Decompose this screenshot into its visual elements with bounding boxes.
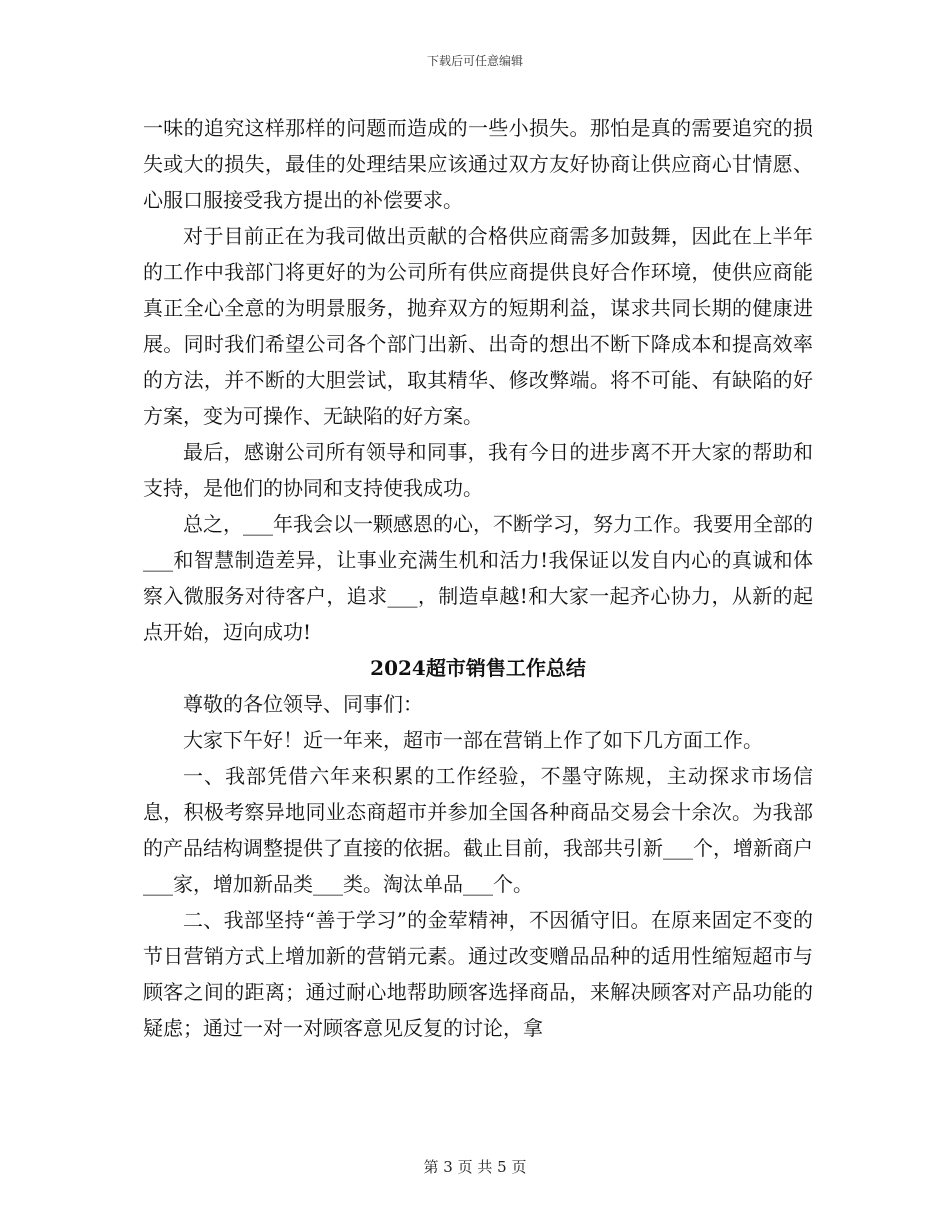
paragraph: 大家下午好！近一年来，超市一部在营销上作了如下几方面工作。 — [183, 728, 763, 752]
paragraph: 总之，___年我会以一颗感恩的心，不断学习，努力工作。我要用全部的___和智慧制造差异，让事业充满生机和活力!我保证以发自内心的真诚和体察入微服务对待客户，追求___，制造卓越!和大家一起齐心协力，从新的起点开始，迈向成功! — [143, 512, 813, 644]
paragraph: 一味的追究这样那样的问题而造成的一些小损失。那怕是真的需要追究的损失或大的损失，最佳的处理结果应该通过双方友好协商让供应商心甘情愿、心服口服接受我方提出的补偿要求。 — [143, 116, 813, 212]
page-header: 下载后可任意编辑 — [426, 54, 523, 68]
paragraph: 最后，感谢公司所有领导和同事，我有今日的进步离不开大家的帮助和支持，是他们的协同和支持使我成功。 — [143, 440, 813, 500]
document-body — [143, 110, 813, 1046]
salutation: 尊敬的各位领导、同事们： — [183, 692, 423, 716]
paragraph: 二、我部坚持“善于学习”的金荤精神，不因循守旧。在原来固定不变的节日营销方式上增加新的营销元素。通过改变赠品品种的适用性缩短超市与顾客之间的距离；通过耐心地帮助顾客选择商品，来解决顾客对产品功能的疑虑；通过一对一对顾客意见反复的讨论，拿 — [143, 908, 813, 1040]
section-title: 2024超市销售工作总结 — [370, 656, 586, 680]
paragraph: 对于目前正在为我司做出贡献的合格供应商需多加鼓舞，因此在上半年的工作中我部门将更好的为公司所有供应商提供良好合作环境，使供应商能真正全心全意的为明景服务，抛弃双方的短期利益，谋求共同长期的健康进展。同时我们希望公司各个部门出新、出奇的想出不断下降成本和提高效率的方法，并不断的大胆尝试，取其精华、修改弊端。将不可能、有缺陷的好方案，变为可操作、无缺陷的好方案。 — [143, 224, 813, 428]
page-footer: 第 3 页 共 5 页 — [423, 1158, 527, 1176]
paragraph: 一、我部凭借六年来积累的工作经验，不墨守陈规，主动探求市场信息，积极考察异地同业态商超市并参加全国各种商品交易会十余次。为我部的产品结构调整提供了直接的依据。截止目前，我部共引新___个，增新商户___家，增加新品类___类。淘汰单品___个。 — [143, 764, 813, 896]
